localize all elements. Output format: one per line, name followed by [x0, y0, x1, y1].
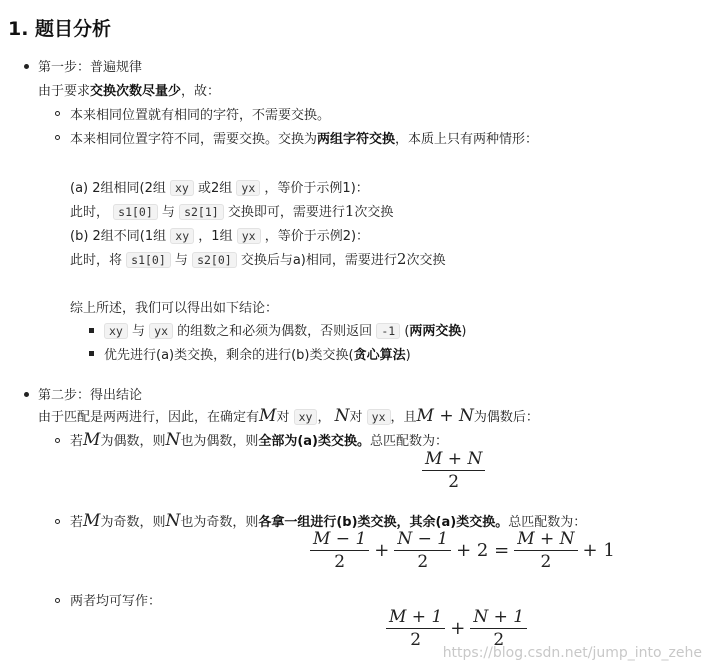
text: ) [461, 324, 467, 339]
denominator: 2 [410, 630, 422, 650]
bold-text: 两组字符交换 [317, 132, 396, 147]
bullet-disc [24, 392, 29, 397]
math-var-n: N [165, 430, 181, 450]
denominator: 2 [540, 552, 552, 572]
text: 此时，将 [70, 253, 123, 268]
step2-intro [38, 406, 539, 426]
text: ，本质上只有两种情形： [395, 132, 539, 147]
text: (a) 2组相同(2组 [70, 181, 166, 196]
text: 对 [349, 410, 363, 425]
conclusion-2 [104, 344, 411, 363]
inline-code: xy [104, 323, 128, 339]
bold-text: 各拿一组进行(b)类交换，其余(a)类交换。 [258, 515, 509, 530]
text: ( [404, 324, 410, 339]
numerator: M − 1 [310, 528, 369, 551]
numerator: N − 1 [394, 528, 451, 551]
bullet-square [89, 351, 94, 356]
numerator: N + 1 [470, 606, 527, 629]
inline-code: yx [236, 180, 260, 196]
step1-case2 [70, 128, 538, 147]
text: ，等价于示例2)： [264, 229, 370, 244]
text: 本来相同位置字符不同，需要交换。交换为 [70, 132, 318, 147]
text: 次交换 [354, 205, 394, 220]
watermark-url: https://blog.csdn.net/jump_into_zehe [442, 645, 702, 661]
step1-intro [38, 80, 220, 99]
text: 总匹配数为： [370, 434, 449, 449]
denominator: 2 [493, 630, 505, 650]
math-var-m: M [259, 406, 277, 426]
text: 次交换 [406, 253, 446, 268]
fraction [310, 528, 369, 573]
text: 交换即可，需要进行 [227, 205, 345, 220]
bold-text: 全部为(a)类交换。 [258, 434, 370, 449]
bullet-circle [55, 438, 60, 443]
text: 总匹配数为： [508, 515, 587, 530]
text: 与 [132, 324, 146, 339]
text: 为偶数，则 [100, 434, 166, 449]
text: 交换后与a)相同，需要进行 [240, 253, 397, 268]
math-number: 1 [344, 202, 355, 220]
text: 也为偶数，则 [180, 434, 259, 449]
step2-heading: 第二步：得出结论 [38, 388, 143, 403]
text: 由于要求 [38, 84, 91, 99]
formula-odd [310, 528, 620, 573]
bullet-circle [55, 111, 60, 116]
math-var-m: M [83, 430, 101, 450]
math-var-n: N [334, 406, 350, 426]
text: 与 [174, 253, 188, 268]
numerator: M + 1 [386, 606, 445, 629]
inline-code: xy [170, 228, 194, 244]
denominator: 2 [334, 552, 346, 572]
conclusion-1 [104, 320, 466, 339]
text: ，1组 [198, 229, 233, 244]
case-a-line1 [70, 177, 369, 196]
text: ) [405, 348, 411, 363]
bullet-disc [24, 64, 29, 69]
text: ，且 [390, 410, 417, 425]
math-number: 2 [396, 250, 407, 268]
inline-code: yx [149, 323, 173, 339]
text: 此时， [70, 205, 110, 220]
math-var-m: M [83, 511, 101, 531]
bold-text: 贪心算法 [353, 348, 406, 363]
case-b-line1 [70, 225, 369, 244]
bullet-circle [55, 598, 60, 603]
inline-code: s2[1] [179, 204, 224, 220]
text: 优先进行(a)类交换，剩余的进行(b)类交换( [104, 348, 354, 363]
bold-text: 两两交换 [409, 324, 462, 339]
text: ，等价于示例1)： [264, 181, 369, 196]
text: 为奇数，则 [100, 515, 166, 530]
text: 由于匹配是两两进行，因此，在确定有 [38, 410, 260, 425]
inline-code: s2[0] [192, 252, 237, 268]
math-var-n: N [165, 511, 181, 531]
numerator: M + N [514, 528, 577, 551]
step1-case1: 本来相同位置就有相同的字符，不需要交换。 [70, 108, 331, 123]
fraction [394, 528, 451, 573]
text: ，故： [181, 84, 221, 99]
text: 若 [70, 434, 84, 449]
math-expression: M + N [416, 406, 474, 426]
text: 为偶数后： [473, 410, 539, 425]
text: 对 [276, 410, 290, 425]
text: 与 [161, 205, 175, 220]
step2-case-both: 两者均可写作： [70, 594, 162, 609]
text: 或2组 [198, 181, 233, 196]
inline-code: yx [367, 409, 391, 425]
bold-text: 交换次数尽量少 [90, 84, 182, 99]
text: (b) 2组不同(1组 [70, 229, 167, 244]
denominator: 2 [417, 552, 429, 572]
denominator: 2 [448, 472, 460, 492]
summary-text: 综上所述，我们可以得出如下结论： [70, 301, 279, 316]
bullet-square [89, 328, 94, 333]
operator: + [450, 618, 466, 639]
inline-code: -1 [376, 323, 400, 339]
operator: + [374, 540, 390, 561]
bullet-circle [55, 135, 60, 140]
inline-code: yx [237, 228, 261, 244]
text: ， [317, 410, 331, 425]
formula-even [422, 448, 485, 493]
case-b-line2 [70, 249, 445, 268]
operator: + 2 = [456, 540, 510, 561]
fraction [514, 528, 577, 573]
inline-code: xy [170, 180, 194, 196]
operator: + 1 [582, 540, 615, 561]
section-title: 1. 题目分析 [8, 18, 112, 40]
bullet-circle [55, 519, 60, 524]
inline-code: s1[0] [113, 204, 158, 220]
step1-heading: 第一步：普遍规律 [38, 60, 143, 75]
case-a-line2 [70, 201, 393, 220]
step2-case-even [70, 430, 448, 450]
fraction [386, 606, 445, 651]
text: 若 [70, 515, 84, 530]
numerator: M + N [422, 448, 485, 471]
inline-code: xy [294, 409, 318, 425]
fraction [422, 448, 485, 493]
inline-code: s1[0] [126, 252, 171, 268]
text: 也为奇数，则 [180, 515, 259, 530]
text: 的组数之和必须为偶数，否则返回 [177, 324, 373, 339]
